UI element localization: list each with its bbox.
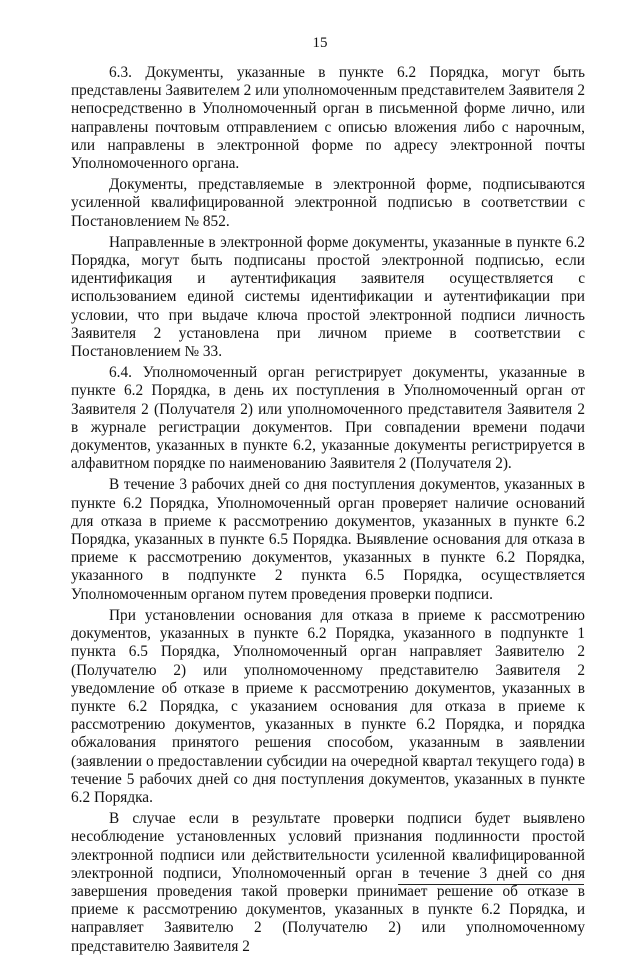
document-body xyxy=(71,64,585,959)
paragraph-refusal-notice: При установлении основания для отказа в приеме к рассмотрению документов, указанных в пункте 6.2 Порядка, указанного в подпункте 1 пункта 6.5 Порядка, Уполномоченный орган направляет Заявителю 2 (Получателю 2) или уполномоченному представителю Заявителя 2 уведомление об отказе в приеме к рассмотрению документов, указанных в пункте 6.2 Порядка, с указанием основания для отказа в приеме к рассмотрению документов, указанных в пункте 6.2 Порядка, и порядка обжалования принятого решения способом, указанным в заявлении (заявлении о предоставлении субсидии на очередной квартал текущего года) в течение 5 рабочих дней со дня поступления документов, указанных в пункте 6.2 Порядка. xyxy=(71,606,585,806)
paragraph-electronic-signature: Документы, представляемые в электронной форме, подписываются усиленной квалифицированной электронной подписью в соответствии с Постановлением № 852. xyxy=(71,176,585,230)
paragraph-signature-check-result: В случае если в результате проверки подписи будет выявлено несоблюдение установленных условий признания подлинности простой электронной подписи или действительности усиленной квалифицированной электронной подписи, Уполномоченный орган в течение 3 дней со дня завершения проведения такой проверки принимает решение об отказе в приеме к рассмотрению документов, указанных в пункте 6.2 Порядка, и направляет Заявителю 2 (Получателю 2) или уполномоченному представителю Заявителя 2 xyxy=(71,810,585,955)
paragraph-6-4: 6.4. Уполномоченный орган регистрирует документы, указанные в пункте 6.2 Порядка, в день их поступления в Уполномоченный орган от Заявителя 2 (Получателя 2) или уполномоченного представителя Заявителя 2 в журнале регистрации документов. При совпадении времени подачи документов, указанных в пункте 6.2, указанные документы регистрируется в алфавитном порядке по наименованию Заявителя 2 (Получателя 2). xyxy=(71,364,585,473)
footer-rule xyxy=(398,884,584,885)
paragraph-simple-signature: Направленные в электронной форме документы, указанные в пункте 6.2 Порядка, могут быть подписаны простой электронной подписью, если идентификация и аутентификация заявителя осуществляется с использованием единой системы идентификации и аутентификации при условии, что при выдаче ключа простой электронной подписи личность Заявителя 2 установлена при личном приеме в соответствии с Постановлением № 33. xyxy=(71,233,585,361)
page-number: 15 xyxy=(312,35,328,51)
paragraph-6-3: 6.3. Документы, указанные в пункте 6.2 Порядка, могут быть представлены Заявителем 2 или уполномоченным представителем Заявителя 2 непосредственно в Уполномоченный орган в письменной форме лично, или направлены почтовым отправлением с описью вложения либо с нарочным, или направлены в электронной форме по адресу электронной почты Уполномоченного органа. xyxy=(71,64,585,173)
paragraph-check-grounds: В течение 3 рабочих дней со дня поступления документов, указанных в пункте 6.2 Порядка, Уполномоченный орган проверяет наличие оснований для отказа в приеме к рассмотрению документов, указанных в пункте 6.2 Порядка, указанных в пункте 6.5 Порядка. Выявление основания для отказа в приеме к рассмотрению документов, указанных в пункте 6.2 Порядка, указанного в подпункте 2 пункта 6.5 Порядка, осуществляется Уполномоченным органом путем проведения проверки подписи. xyxy=(71,476,585,603)
